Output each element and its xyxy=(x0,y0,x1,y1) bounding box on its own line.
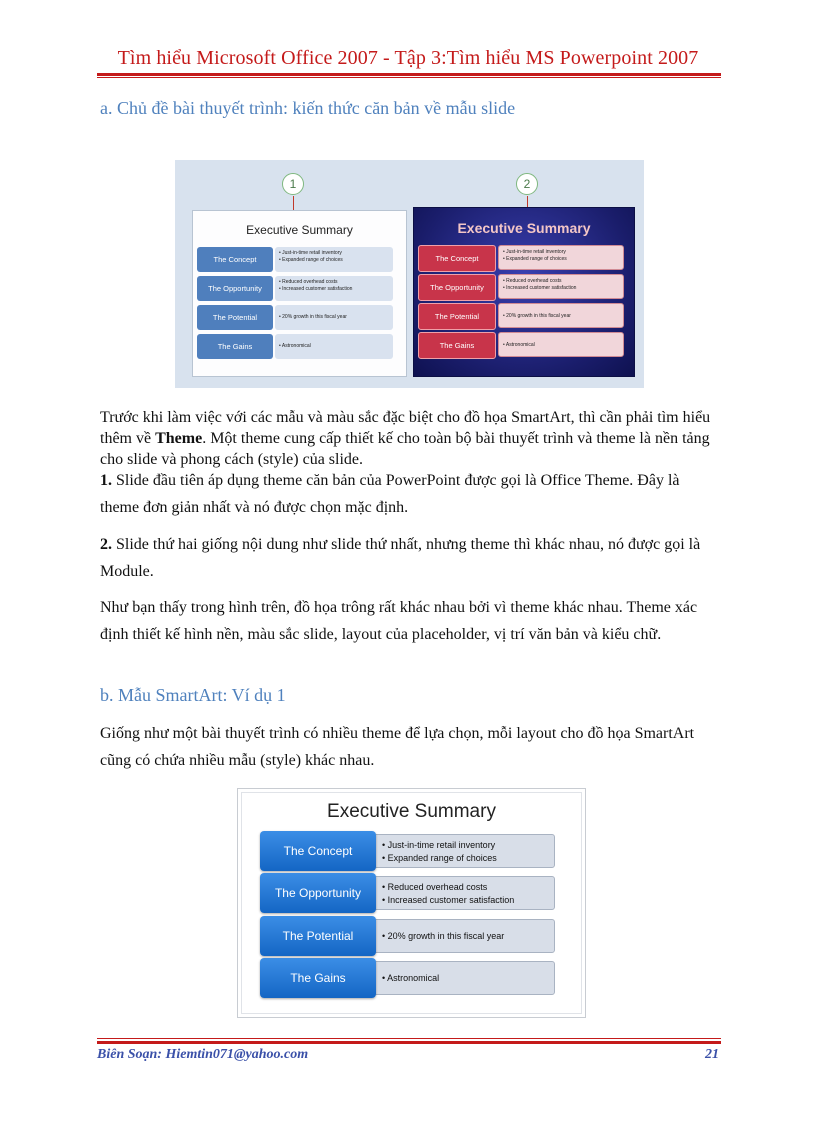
section-b-paragraph: Giống như một bài thuyết trình có nhiều theme để lựa chọn, mỗi layout cho đồ họa SmartArt cũng có chứa nhiều mẫu (style) khác nhau. xyxy=(100,725,695,769)
slide-title: Executive Summary xyxy=(457,220,591,236)
row-content: • 20% growth in this fiscal year xyxy=(373,919,555,953)
row-label: The Concept xyxy=(260,831,376,871)
row-content: • Just-in-time retail inventory • Expanded range of choices xyxy=(373,834,555,868)
list-item-1: 1. Slide đầu tiên áp dụng theme căn bản của PowerPoint được gọi là Office Theme. Đây là theme đơn giản nhất và nó được chọn mặc định. xyxy=(100,472,680,516)
slide-title: Executive Summary xyxy=(327,801,496,822)
module-theme-slide xyxy=(413,207,635,377)
row-label: The Concept xyxy=(418,245,496,272)
row-label: The Potential xyxy=(260,916,376,956)
row-content: • Reduced overhead costs • Increased customer satisfaction xyxy=(373,876,555,910)
header-rule xyxy=(97,73,721,76)
row-label: The Potential xyxy=(197,305,273,330)
section-a-heading: a. Chủ đề bài thuyết trình: kiến thức căn bản về mẫu slide xyxy=(100,98,516,118)
office-theme-slide xyxy=(192,210,407,377)
row-label: The Gains xyxy=(418,332,496,359)
theme-explanation-paragraph: Như bạn thấy trong hình trên, đồ họa trông rất khác nhau bởi vì theme khác nhau. Theme xác định thiết kế hình nền, màu sắc slide, layout của placeholder, vị trí văn bản và kiểu chữ. xyxy=(100,599,698,643)
footer-rule-thin xyxy=(97,1038,721,1039)
theme-term: Theme xyxy=(155,430,203,447)
row-content: • Astronomical xyxy=(373,961,555,995)
row-content: • Astronomical xyxy=(498,332,624,357)
row-content: • Reduced overhead costs • Increased customer satisfaction xyxy=(498,274,624,299)
header-rule-thin xyxy=(97,77,721,78)
list-item-2: 2. Slide thứ hai giống nội dung như slide thứ nhất, nhưng theme thì khác nhau, nó được gọi là Module. xyxy=(100,536,701,580)
callout-1: 1 xyxy=(282,173,304,195)
row-content: • 20% growth in this fiscal year xyxy=(498,303,624,328)
row-label: The Opportunity xyxy=(418,274,496,301)
row-content: • 20% growth in this fiscal year xyxy=(275,305,393,330)
row-label: The Opportunity xyxy=(197,276,273,301)
row-label: The Potential xyxy=(418,303,496,330)
row-label: The Opportunity xyxy=(260,873,376,913)
callout-2: 2 xyxy=(516,173,538,195)
row-label: The Gains xyxy=(197,334,273,359)
row-content: • Just-in-time retail inventory • Expanded range of choices xyxy=(275,247,393,272)
row-content: • Astronomical xyxy=(275,334,393,359)
row-content: • Reduced overhead costs • Increased customer satisfaction xyxy=(275,276,393,301)
row-label: The Gains xyxy=(260,958,376,998)
footer-rule xyxy=(97,1041,721,1044)
page-number: 21 xyxy=(705,1047,719,1062)
row-content: • Just-in-time retail inventory • Expanded range of choices xyxy=(498,245,624,270)
smartart-example-figure xyxy=(237,788,586,1018)
theme-comparison-figure xyxy=(175,160,644,388)
intro-paragraph: Trước khi làm việc với các mẫu và màu sắc đặc biệt cho đồ họa SmartArt, thì cần phải tìm hiểu thêm về Theme. Một theme cung cấp thiết kế cho toàn bộ bài thuyết trình và theme là nền tảng cho slide và phong cách (style) của slide. xyxy=(100,409,711,468)
section-b-heading: b. Mẫu SmartArt: Ví dụ 1 xyxy=(100,685,286,705)
row-label: The Concept xyxy=(197,247,273,272)
slide-title: Executive Summary xyxy=(246,223,353,237)
page-header-title: Tìm hiểu Microsoft Office 2007 - Tập 3:Tìm hiểu MS Powerpoint 2007 xyxy=(117,47,699,69)
footer-author: Biên Soạn: Hiemtin071@yahoo.com xyxy=(97,1047,309,1062)
